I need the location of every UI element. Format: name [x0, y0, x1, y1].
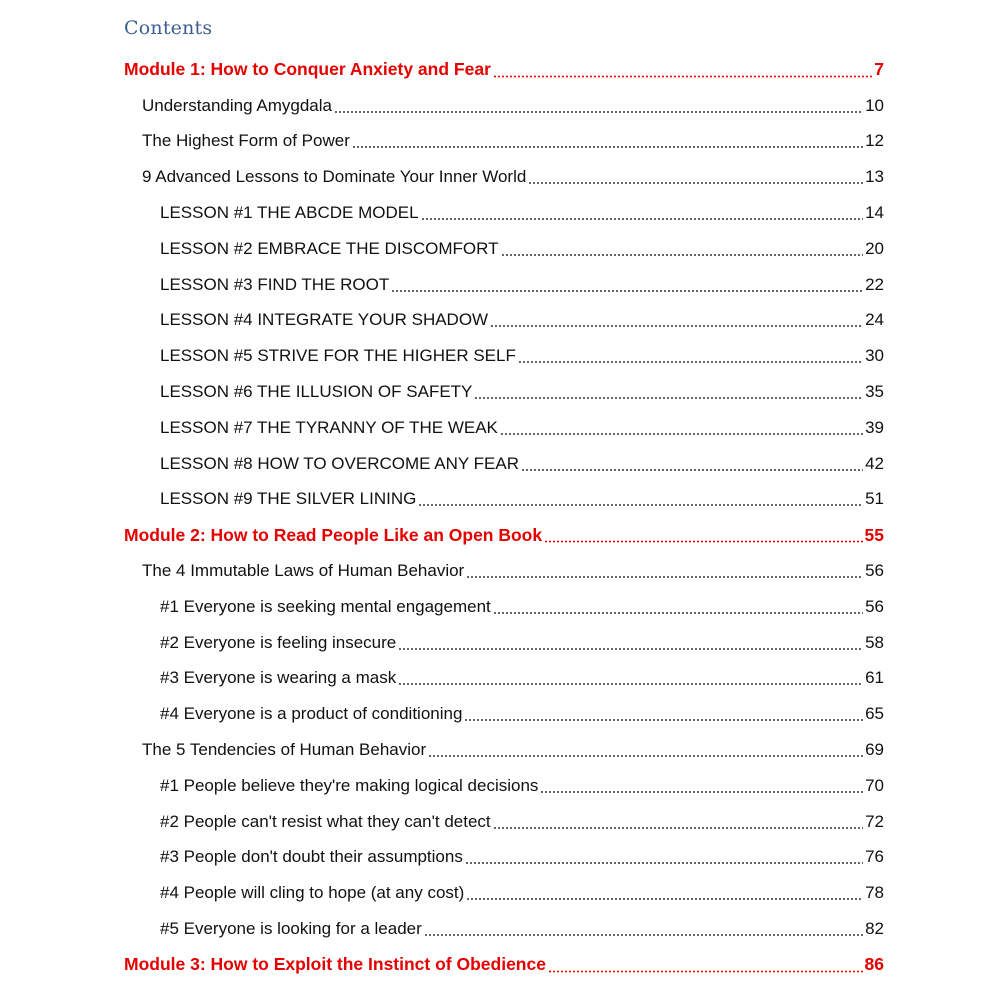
dot-leader — [398, 648, 863, 650]
dot-leader — [352, 146, 863, 148]
dot-leader — [493, 827, 863, 829]
toc-entry-title: LESSON #5 STRIVE FOR THE HIGHER SELF — [160, 346, 516, 366]
toc-entry-title: #4 Everyone is a product of conditioning — [160, 704, 463, 724]
toc-lesson-entry[interactable] — [0, 625, 1000, 661]
toc-entry-page-number: 69 — [865, 740, 884, 760]
toc-entry-title: Understanding Amygdala — [142, 95, 332, 115]
toc-entry-title: LESSON #9 THE SILVER LINING — [160, 489, 417, 509]
toc-section-entry[interactable] — [0, 553, 1000, 589]
toc-entry-title: #2 Everyone is feeling insecure — [160, 632, 397, 652]
dot-leader — [490, 325, 863, 327]
toc-section-entry[interactable] — [0, 124, 1000, 160]
dot-leader — [501, 254, 864, 256]
dot-leader — [424, 934, 863, 936]
toc-entry-page-number: 22 — [865, 274, 884, 294]
toc-lesson-entry[interactable] — [0, 875, 1000, 911]
toc-entry-page-number: 86 — [864, 954, 884, 975]
toc-entry-page-number: 13 — [865, 167, 884, 187]
dot-leader — [521, 469, 863, 471]
toc-lesson-entry[interactable] — [0, 267, 1000, 303]
toc-entry-page-number: 58 — [865, 632, 884, 652]
toc-lesson-entry[interactable] — [0, 840, 1000, 876]
toc-lesson-entry[interactable] — [0, 303, 1000, 339]
toc-lesson-entry[interactable] — [0, 589, 1000, 625]
dot-leader — [464, 719, 863, 721]
dot-leader — [391, 290, 863, 292]
toc-lesson-entry[interactable] — [0, 195, 1000, 231]
toc-module-entry[interactable] — [0, 52, 1000, 88]
dot-leader — [398, 683, 863, 685]
toc-entry-page-number: 55 — [864, 524, 884, 545]
toc-section-entry[interactable] — [0, 732, 1000, 768]
toc-entry-title: The 4 Immutable Laws of Human Behavior — [142, 561, 465, 581]
toc-entry-title: The 5 Tendencies of Human Behavior — [142, 740, 427, 760]
toc-entry-title: 9 Advanced Lessons to Dominate Your Inner World — [142, 167, 527, 187]
dot-leader — [528, 182, 863, 184]
toc-entry-page-number: 72 — [865, 811, 884, 831]
dot-leader — [474, 397, 863, 399]
toc-lesson-entry[interactable] — [0, 804, 1000, 840]
dot-leader — [418, 504, 863, 506]
toc-entry-title: #5 Everyone is looking for a leader — [160, 919, 422, 939]
dot-leader — [518, 361, 863, 363]
toc-lesson-entry[interactable] — [0, 374, 1000, 410]
toc-entry-page-number: 7 — [874, 59, 884, 80]
toc-module-entry[interactable] — [0, 947, 1000, 983]
toc-entry-title: The Highest Form of Power — [142, 131, 350, 151]
dot-leader — [548, 970, 863, 973]
toc-entry-title: LESSON #6 THE ILLUSION OF SAFETY — [160, 382, 473, 402]
toc-lesson-entry[interactable] — [0, 231, 1000, 267]
dot-leader — [465, 862, 863, 864]
toc-entry-title: Module 2: How to Read People Like an Open Book — [124, 524, 543, 545]
toc-lesson-entry[interactable] — [0, 446, 1000, 482]
toc-entry-page-number: 56 — [865, 596, 884, 616]
toc-entry-page-number: 30 — [865, 346, 884, 366]
toc-entry-title: Module 1: How to Conquer Anxiety and Fear — [124, 59, 491, 80]
toc-entry-title: LESSON #1 THE ABCDE MODEL — [160, 203, 419, 223]
toc-entry-page-number: 78 — [865, 883, 884, 903]
toc-lesson-entry[interactable] — [0, 696, 1000, 732]
toc-entry-title: LESSON #4 INTEGRATE YOUR SHADOW — [160, 310, 489, 330]
toc-module-entry[interactable] — [0, 517, 1000, 553]
toc-entry-page-number: 56 — [865, 561, 884, 581]
toc-lesson-entry[interactable] — [0, 661, 1000, 697]
toc-entry-page-number: 82 — [865, 919, 884, 939]
dot-leader — [544, 540, 862, 543]
toc-lesson-entry[interactable] — [0, 768, 1000, 804]
toc-entry-page-number: 20 — [865, 238, 884, 258]
dot-leader — [500, 433, 863, 435]
toc-entry-title: LESSON #8 HOW TO OVERCOME ANY FEAR — [160, 453, 519, 473]
toc-entry-title: Module 3: How to Exploit the Instinct of Obedience — [124, 954, 546, 975]
toc-entry-page-number: 65 — [865, 704, 884, 724]
dot-leader — [466, 898, 863, 900]
toc-entry-page-number: 51 — [865, 489, 884, 509]
dot-leader — [466, 576, 863, 578]
toc-lesson-entry[interactable] — [0, 482, 1000, 518]
toc-entry-title: #4 People will cling to hope (at any cost) — [160, 883, 465, 903]
toc-entry-page-number: 42 — [865, 453, 884, 473]
toc-heading: Contents — [124, 17, 213, 39]
toc-lesson-entry[interactable] — [0, 911, 1000, 947]
toc-entry-title: LESSON #2 EMBRACE THE DISCOMFORT — [160, 238, 499, 258]
toc-entry-page-number: 39 — [865, 417, 884, 437]
toc-entry-page-number: 61 — [865, 668, 884, 688]
toc-entry-page-number: 24 — [865, 310, 884, 330]
dot-leader — [493, 612, 863, 614]
toc-entry-page-number: 70 — [865, 775, 884, 795]
toc-entry-title: #1 People believe they're making logical decisions — [160, 775, 539, 795]
dot-leader — [493, 75, 872, 78]
toc-lesson-entry[interactable] — [0, 410, 1000, 446]
toc-entry-title: #1 Everyone is seeking mental engagement — [160, 596, 491, 616]
toc-lesson-entry[interactable] — [0, 338, 1000, 374]
toc-entry-title: #3 Everyone is wearing a mask — [160, 668, 397, 688]
toc-entry-title: LESSON #7 THE TYRANNY OF THE WEAK — [160, 417, 498, 437]
toc-section-entry[interactable] — [0, 159, 1000, 195]
dot-leader — [421, 218, 864, 220]
toc-entry-page-number: 10 — [865, 95, 884, 115]
toc-entry-title: #3 People don't doubt their assumptions — [160, 847, 463, 867]
toc-list — [0, 52, 1000, 983]
toc-section-entry[interactable] — [0, 88, 1000, 124]
dot-leader — [428, 755, 863, 757]
toc-entry-page-number: 35 — [865, 382, 884, 402]
dot-leader — [540, 791, 863, 793]
toc-entry-title: LESSON #3 FIND THE ROOT — [160, 274, 390, 294]
toc-entry-page-number: 76 — [865, 847, 884, 867]
toc-entry-page-number: 14 — [865, 203, 884, 223]
toc-entry-page-number: 12 — [865, 131, 884, 151]
dot-leader — [334, 111, 863, 113]
toc-entry-title: #2 People can't resist what they can't detect — [160, 811, 491, 831]
